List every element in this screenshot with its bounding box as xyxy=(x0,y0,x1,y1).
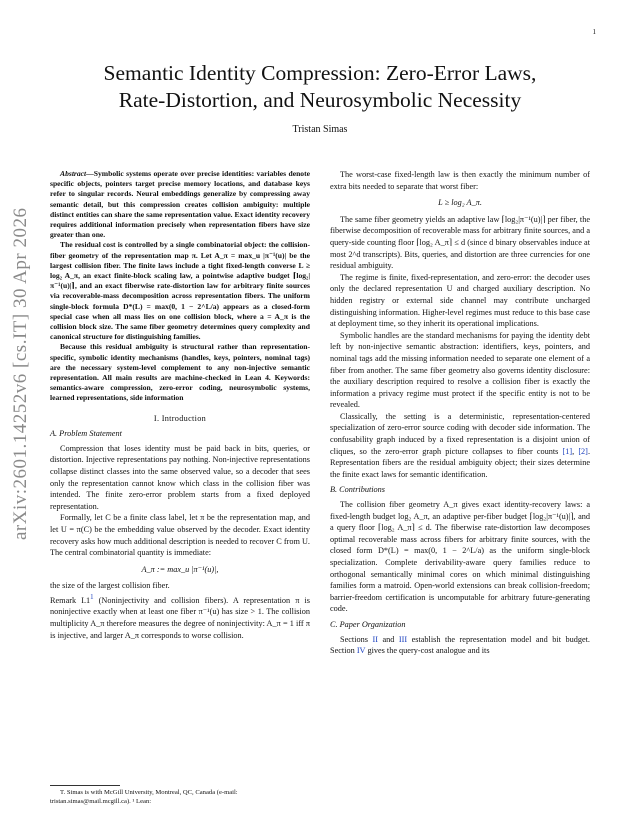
remark-label: Remark I.1 xyxy=(50,595,91,605)
paragraph-text: establish the representation model and bit budget. Section xyxy=(330,634,590,656)
footnote: T. Simas is with McGill University, Montreal, QC, Canada (e-mail: tristan.simas@mail.mcgill.ca). ¹ Lean: xyxy=(50,789,238,805)
right-column xyxy=(330,169,590,657)
abstract-paragraph-3: Because this residual ambiguity is structural rather than representation-specific, symbolic identity mechanisms (handles, keys, pointers, nominal tags) are the necessary system-level complement to any non-injective semantic representation. All main results are machine-checked in Lean 4. Keywords: semantics-aware compression, zero-error coding, neurosymbolic systems, learned representations, side information xyxy=(50,342,310,403)
body-paragraph: The collision fiber geometry A_π gives exact identity-recovery laws: a fixed-length budget log₂ A_π, an adaptive per-fiber budget ⌈log₂|π⁻¹(u)|⌉, and a query floor ⌈log₂ A_π⌉ ≤ d. The fiberwise rate-distortion law decomposes optimal recoverable mass across fibers for arbitrary finite sources, with the closed form D*(L) = max(0, 1 − 2^L/a) as the uniform single-block specialization. Complete derivability-aware query families reduce to orthogonal semantically minimal cores on which minimal distinguishing families form a matroid. Open-world extensions can break collision-freedom; barrier-freedom certification is uncomputable for arbitrary future-generating code. xyxy=(330,500,590,614)
paragraph-text: Classically, the setting is a deterministic, representation-centered specialization of zero-error source coding with decoder side information. The confusability graph induced by a fixed representation is a disjoint union of cliques, so the zero-error graph picture collapses to fiber counts xyxy=(330,411,590,456)
section-link-iv[interactable]: IV xyxy=(356,646,366,656)
body-paragraph: The worst-case fixed-length law is then exactly the minimum number of extra bits needed to separate that worst fiber: xyxy=(330,170,590,191)
body-paragraph: Formally, let C be a finite class label, let π be the representation map, and let U = π(C) be the embedding value observed by the decoder. Exact identity recovery asks how much additional description is needed to recover C from U. The central combinatorial quantity is immediate: xyxy=(50,513,310,558)
citation-link-1[interactable]: [1] xyxy=(562,446,573,456)
arxiv-stamp: arXiv:2601.14252v6 [cs.IT] 30 Apr 2026 xyxy=(10,207,31,540)
body-paragraph-with-section-links xyxy=(330,634,590,657)
subsection-heading-contributions: B. Contributions xyxy=(330,485,386,495)
paragraph-text: and xyxy=(377,634,399,644)
body-paragraph: Compression that loses identity must be paid back in bits, queries, or distortion. Injective representations pay nothing. Non-injective representations collapse distinct classes into the same observed value, so a decoder that sees only the representation cannot know which class in the collision fiber was intended. The finite zero-error problem starts from a fixed deployed representation. xyxy=(50,443,310,511)
section-link-ii[interactable]: II xyxy=(372,634,378,644)
title-line-1: Semantic Identity Compression: Zero-Error Laws, xyxy=(103,61,537,85)
paragraph-text: Sections xyxy=(340,634,373,644)
section-link-iii[interactable]: III xyxy=(398,634,408,644)
equation-fixed-length-bound: L ≥ log₂ A_π. xyxy=(438,198,482,208)
footnote-divider xyxy=(50,785,120,786)
abstract-text-1: —Symbolic systems operate over precise identities: variables denote specific objects, pointers target precise memory locations, and database keys refer to singular records. Neural embeddings generalize by compressing away semantic detail, but this compression creates collision ambiguity: multiple distinct entities can share the same representation value. Exact identity recovery requires additional information precisely when representation fibers have size greater than one. xyxy=(50,169,310,240)
title-line-2: Rate-Distortion, and Neurosymbolic Necessity xyxy=(118,88,522,112)
body-paragraph: The same fiber geometry yields an adaptive law ⌈log₂|π⁻¹(u)|⌉ per fiber, the fiberwise decomposition of recoverable mass for arbitrary finite sources, and a query-side counting floor ⌈log₂ A_π⌉ ≤ d (since d binary observables induce at most 2^d transcripts). Bits, queries, and distortion are three currencies for one residual ambiguity. xyxy=(330,214,590,271)
abstract-paragraph-2: The residual cost is controlled by a single combinatorial object: the collision-fiber geometry of the representation map π. Let A_π = max_u |π⁻¹(u)| be the largest collision fiber. The finite laws include a tight fixed-length converse L ≥ log₂ A_π, an exact finite-block scaling law, a pointwise adaptive budget ⌈log₂|π⁻¹(u)|⌉, and an exact fiberwise rate-distortion law for arbitrary finite sources via recoverable-mass decomposition across representation fibers. The uniform single-block formula D*(L) = max(0, 1 − 2^L/a) appears as a closed-form special case when all mass lies on one collision block, where a = A_π is the collision block size. The same fiber geometry determines query complexity and canonical structure for distinguishing families. xyxy=(50,240,310,342)
abstract-label: Abstract xyxy=(60,169,87,178)
author-name: Tristan Simas xyxy=(292,124,348,135)
remark-paragraph xyxy=(50,592,310,641)
body-paragraph-with-citations: Classically, the setting is a deterministic, representation-centered specialization of zero-error source coding with decoder side information. The confusability graph induced by a fixed representation is a disjoint union of cliques, so the zero-error graph picture collapses to fiber counts [1], [2]. Representation fibers are the residual ambiguity object; their sizes determine the finite exact laws for semantic identification. xyxy=(330,411,590,479)
subsection-heading-organization: C. Paper Organization xyxy=(330,619,406,629)
left-column xyxy=(50,169,310,641)
remark-text: (Noninjectivity and collision fibers). A representation π is noninjective exactly when at least one fiber π⁻¹(u) has size > 1. The collision multiplicity A_π therefore measures the degree of noninjectivity: A_π = 1 iff π is injective, and larger A_π corresponds to worse collision. xyxy=(50,595,310,640)
page-number: 1 xyxy=(592,28,596,36)
paper-title xyxy=(40,60,600,114)
body-paragraph: The regime is finite, fixed-representation, and zero-error: the decoder uses only the declared representation U and charged auxiliary description. No hidden registry or external side channel may contribute uncharged distinguishing information. Higher-level regimes must reduce to this base case at deployment time, so they inherit its operational implications. xyxy=(330,272,590,329)
abstract-paragraph-1 xyxy=(50,169,310,240)
paragraph-text: . Representation fibers are the residual ambiguity object; their sizes determine the finite exact laws for semantic identification. xyxy=(330,446,590,479)
subsection-heading-problem-statement: A. Problem Statement xyxy=(50,429,122,439)
footnote-marker-link[interactable]: 1 xyxy=(90,593,94,601)
citation-link-2[interactable]: [2] xyxy=(578,446,588,456)
paragraph-text: gives the query-cost analogue and its xyxy=(365,646,490,656)
equation-collision-multiplicity: A_π := max_u |π⁻¹(u)|, xyxy=(141,564,219,574)
body-paragraph: Symbolic handles are the standard mechanisms for paying the identity debt left by non-injective semantic abstraction: identifiers, keys, pointers, and nominal tags add the missing information needed to separate one element of a fiber from another. The same fiber geometry also governs identity disclosure: the auxiliary description required to resolve a collision fiber is exactly the information a privacy regime must protect if the specific entity is not to be revealed. xyxy=(330,330,590,410)
body-paragraph: the size of the largest collision fiber. xyxy=(50,581,170,591)
section-heading-introduction: I. Introduction xyxy=(153,413,207,423)
